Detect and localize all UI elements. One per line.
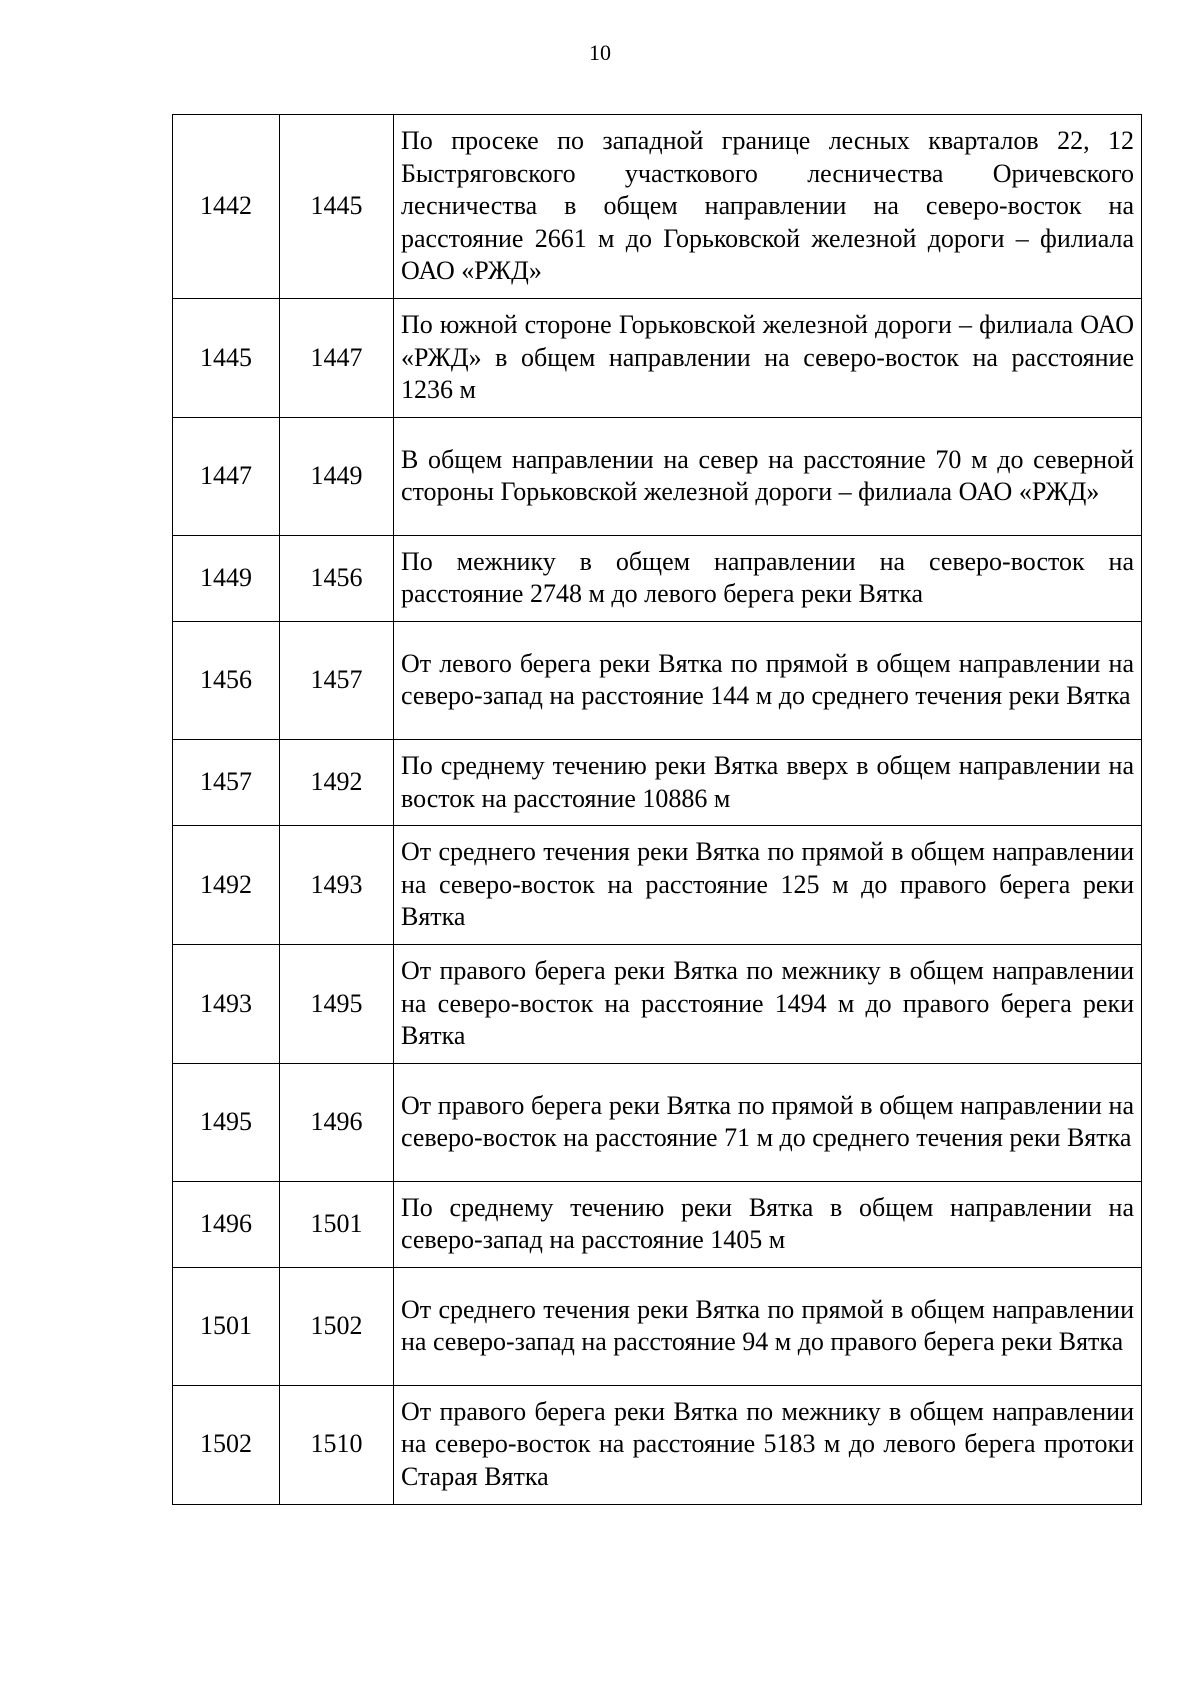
table-row <box>173 298 1142 417</box>
table-row <box>173 535 1142 621</box>
from-point-cell: 1447 <box>173 417 280 535</box>
to-point-cell: 1510 <box>280 1385 394 1504</box>
from-point-cell: 1449 <box>173 535 280 621</box>
from-point-cell: 1501 <box>173 1267 280 1385</box>
to-point-cell: 1449 <box>280 417 394 535</box>
to-point-cell: 1495 <box>280 944 394 1063</box>
description-cell: По среднему течению реки Вятка в общем направлении на северо-запад на расстояние 1405 м <box>394 1181 1142 1267</box>
description-cell: От правого берега реки Вятка по межнику в общем направлении на северо-восток на расстояние 5183 м до левого берега протоки Старая Вятка <box>394 1385 1142 1504</box>
table-row <box>173 1385 1142 1504</box>
to-point-cell: 1445 <box>280 115 394 299</box>
table-row <box>173 1063 1142 1181</box>
table-row <box>173 115 1142 299</box>
to-point-cell: 1456 <box>280 535 394 621</box>
description-cell: По среднему течению реки Вятка вверх в общем направлении на восток на расстояние 10886 м <box>394 739 1142 825</box>
description-cell: От среднего течения реки Вятка по прямой в общем направлении на северо-восток на расстояние 125 м до правого берега реки Вятка <box>394 826 1142 945</box>
table-row <box>173 417 1142 535</box>
from-point-cell: 1442 <box>173 115 280 299</box>
table-row <box>173 826 1142 945</box>
table-row <box>173 1267 1142 1385</box>
description-cell: По южной стороне Горьковской железной дороги – филиала ОАО «РЖД» в общем направлении на северо-восток на расстояние 1236 м <box>394 298 1142 417</box>
to-point-cell: 1493 <box>280 826 394 945</box>
to-point-cell: 1492 <box>280 739 394 825</box>
from-point-cell: 1492 <box>173 826 280 945</box>
description-cell: От правого берега реки Вятка по прямой в общем направлении на северо-восток на расстояние 71 м до среднего течения реки Вятка <box>394 1063 1142 1181</box>
from-point-cell: 1496 <box>173 1181 280 1267</box>
from-point-cell: 1445 <box>173 298 280 417</box>
description-cell: От среднего течения реки Вятка по прямой в общем направлении на северо-запад на расстояние 94 м до правого берега реки Вятка <box>394 1267 1142 1385</box>
boundary-description-table <box>172 114 1142 1505</box>
description-cell: По просеке по западной границе лесных кварталов 22, 12 Быстряговского участкового лесничества Оричевского лесничества в общем направлении на северо-восток на расстояние 2661 м до Горьковской железной дороги – филиала ОАО «РЖД» <box>394 115 1142 299</box>
page-number: 10 <box>589 40 611 65</box>
description-cell: По межнику в общем направлении на северо-восток на расстояние 2748 м до левого берега реки Вятка <box>394 535 1142 621</box>
to-point-cell: 1501 <box>280 1181 394 1267</box>
from-point-cell: 1493 <box>173 944 280 1063</box>
table-row <box>173 621 1142 739</box>
table-row <box>173 944 1142 1063</box>
description-cell: От левого берега реки Вятка по прямой в общем направлении на северо-запад на расстояние 144 м до среднего течения реки Вятка <box>394 621 1142 739</box>
from-point-cell: 1457 <box>173 739 280 825</box>
to-point-cell: 1502 <box>280 1267 394 1385</box>
description-cell: От правого берега реки Вятка по межнику в общем направлении на северо-восток на расстояние 1494 м до правого берега реки Вятка <box>394 944 1142 1063</box>
to-point-cell: 1447 <box>280 298 394 417</box>
description-cell: В общем направлении на север на расстояние 70 м до северной стороны Горьковской железной дороги – филиала ОАО «РЖД» <box>394 417 1142 535</box>
from-point-cell: 1456 <box>173 621 280 739</box>
from-point-cell: 1495 <box>173 1063 280 1181</box>
from-point-cell: 1502 <box>173 1385 280 1504</box>
table-row <box>173 739 1142 825</box>
table-row <box>173 1181 1142 1267</box>
to-point-cell: 1496 <box>280 1063 394 1181</box>
to-point-cell: 1457 <box>280 621 394 739</box>
